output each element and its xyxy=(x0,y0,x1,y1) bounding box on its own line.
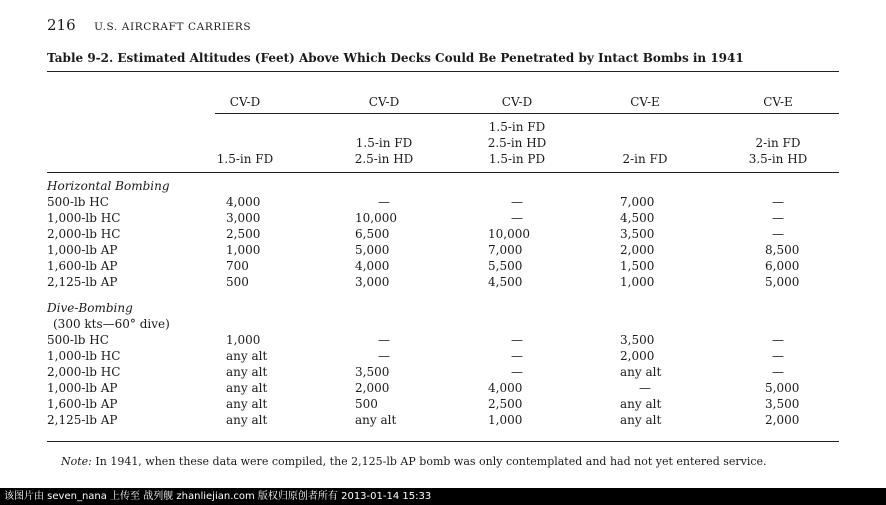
table-note xyxy=(61,455,767,468)
column-armor-label: 2-in FD xyxy=(622,152,668,166)
column-armor-label: 1.5-in FD xyxy=(216,152,274,166)
column-group-header: CV-D xyxy=(229,95,261,109)
table-cell: 5,500 xyxy=(488,259,523,273)
table-cell: 3,500 xyxy=(355,365,390,379)
table-cell: — xyxy=(772,349,784,363)
table-cell: — xyxy=(772,211,784,225)
table-top-rule xyxy=(47,71,839,72)
row-label: 2,125-lb AP xyxy=(47,413,118,427)
table-cell: 4,000 xyxy=(355,259,390,273)
table-cell: any alt xyxy=(620,413,662,427)
table-cell: 3,000 xyxy=(355,275,390,289)
table-cell: 2,500 xyxy=(226,227,261,241)
table-cell: 2,000 xyxy=(355,381,390,395)
table-cell: 1,000 xyxy=(226,243,261,257)
row-label: 500-lb HC xyxy=(47,195,109,209)
table-cell: 5,000 xyxy=(765,381,800,395)
table-cell: any alt xyxy=(226,413,268,427)
row-label: 2,125-lb AP xyxy=(47,275,118,289)
table-cell: 10,000 xyxy=(488,227,530,241)
row-label: 1,000-lb HC xyxy=(47,211,121,225)
table-cell: 1,000 xyxy=(226,333,261,347)
note-label: Note: xyxy=(61,455,92,468)
table-cell: — xyxy=(378,333,390,347)
table-cell: 1,000 xyxy=(488,413,523,427)
table-cell: 7,000 xyxy=(488,243,523,257)
running-title: U.S. AIRCRAFT CARRIERS xyxy=(94,21,252,33)
column-group-header: CV-D xyxy=(368,95,400,109)
table-cell: any alt xyxy=(226,349,268,363)
table-cell: 3,500 xyxy=(765,397,800,411)
table-cell: — xyxy=(772,195,784,209)
table-cell: — xyxy=(378,195,390,209)
row-label: 1,600-lb AP xyxy=(47,259,118,273)
page-number: 216 xyxy=(47,16,76,34)
table-cell: 2,000 xyxy=(620,243,655,257)
section-subtitle: (300 kts—60° dive) xyxy=(53,317,170,331)
column-group-header: CV-E xyxy=(763,95,793,109)
table-cell: — xyxy=(511,333,523,347)
row-label: 500-lb HC xyxy=(47,333,109,347)
header-bottom-rule xyxy=(47,172,839,173)
row-label: 1,000-lb AP xyxy=(47,381,118,395)
table-cell: any alt xyxy=(355,413,397,427)
table-cell: 6,000 xyxy=(765,259,800,273)
column-group-rule xyxy=(215,113,839,114)
table-cell: any alt xyxy=(226,381,268,395)
table-cell: any alt xyxy=(620,397,662,411)
table-cell: 2,000 xyxy=(765,413,800,427)
table-cell: any alt xyxy=(226,365,268,379)
table-cell: 3,500 xyxy=(620,227,655,241)
table-cell: 5,000 xyxy=(765,275,800,289)
watermark-bar: 该图片由 seven_nana 上传至 战列舰 zhanliejian.com 版权归原创者所有 2013-01-14 15:33 xyxy=(0,488,886,505)
row-label: 2,000-lb HC xyxy=(47,227,121,241)
table-cell: 500 xyxy=(355,397,378,411)
table-cell: 10,000 xyxy=(355,211,397,225)
row-label: 2,000-lb HC xyxy=(47,365,121,379)
running-head xyxy=(47,16,251,34)
table-title: Table 9-2. Estimated Altitudes (Feet) Above Which Decks Could Be Penetrated by Intact Bombs in 1941 xyxy=(47,51,744,65)
table-cell: 2,500 xyxy=(488,397,523,411)
column-armor-label: 1.5-in FD xyxy=(488,120,546,134)
row-label: 1,000-lb AP xyxy=(47,243,118,257)
table-cell: 500 xyxy=(226,275,249,289)
table-cell: — xyxy=(772,333,784,347)
table-cell: 3,000 xyxy=(226,211,261,225)
column-armor-label: 2.5-in HD xyxy=(354,152,414,166)
table-cell: any alt xyxy=(226,397,268,411)
table-cell: 4,000 xyxy=(488,381,523,395)
table-cell: — xyxy=(639,381,651,395)
table-cell: — xyxy=(772,227,784,241)
table-cell: — xyxy=(511,349,523,363)
table-cell: 700 xyxy=(226,259,249,273)
table-cell: 4,500 xyxy=(488,275,523,289)
column-armor-label: 1.5-in FD xyxy=(355,136,413,150)
table-cell: 5,000 xyxy=(355,243,390,257)
column-armor-label: 3.5-in HD xyxy=(748,152,808,166)
table-cell: 4,000 xyxy=(226,195,261,209)
table-cell: — xyxy=(511,211,523,225)
table-cell: 3,500 xyxy=(620,333,655,347)
table-cell: — xyxy=(511,365,523,379)
table-cell: 7,000 xyxy=(620,195,655,209)
table-cell: 2,000 xyxy=(620,349,655,363)
table-cell: 6,500 xyxy=(355,227,390,241)
table-bottom-rule xyxy=(47,441,839,442)
row-label: 1,000-lb HC xyxy=(47,349,121,363)
table-cell: 1,000 xyxy=(620,275,655,289)
table-cell: 8,500 xyxy=(765,243,800,257)
column-armor-label: 2-in FD xyxy=(755,136,801,150)
table-cell: 4,500 xyxy=(620,211,655,225)
table-cell: — xyxy=(511,195,523,209)
table-cell: 1,500 xyxy=(620,259,655,273)
table-cell: — xyxy=(378,349,390,363)
table-cell: — xyxy=(772,365,784,379)
table-cell: any alt xyxy=(620,365,662,379)
column-group-header: CV-E xyxy=(630,95,660,109)
column-group-header: CV-D xyxy=(501,95,533,109)
column-armor-label: 1.5-in PD xyxy=(488,152,546,166)
note-text: In 1941, when these data were compiled, the 2,125-lb AP bomb was only contemplated and had not yet entered service. xyxy=(95,455,767,468)
section-title: Dive-Bombing xyxy=(47,301,133,315)
row-label: 1,600-lb AP xyxy=(47,397,118,411)
column-armor-label: 2.5-in HD xyxy=(487,136,547,150)
section-title: Horizontal Bombing xyxy=(47,179,170,193)
